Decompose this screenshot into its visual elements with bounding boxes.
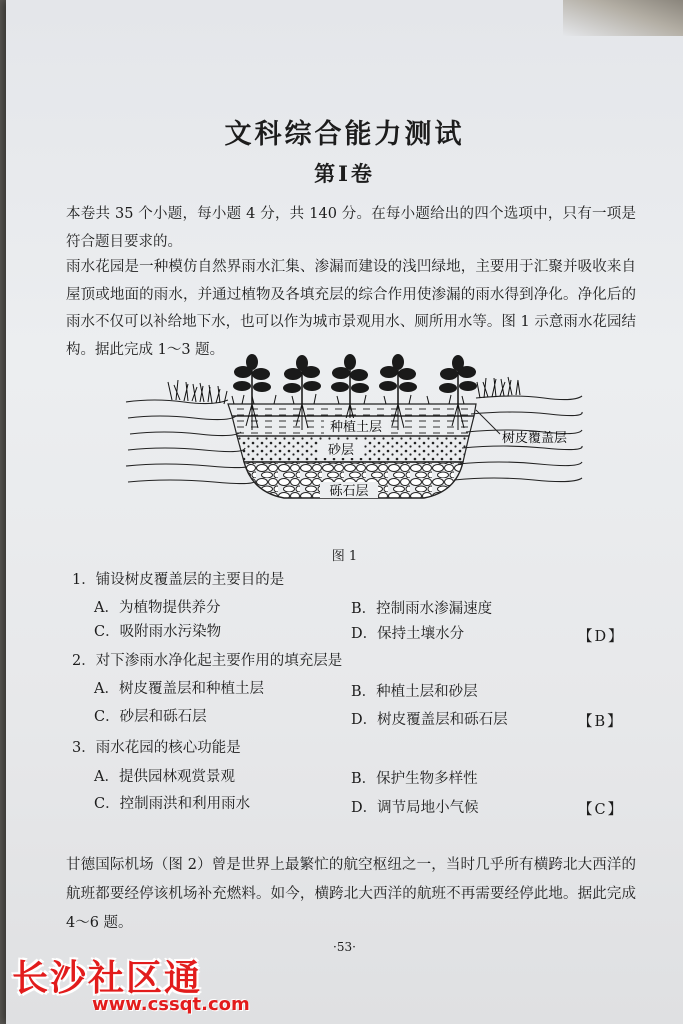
question-3-stem: 3．雨水花园的核心功能是 [72,740,241,756]
question-2-option-c: C．砂层和砾石层 [94,709,207,725]
label-planting-soil: 种植土层 [329,420,383,435]
instructions: 本卷共 35 个小题，每小题 4 分，共 140 分。在每小题给出的四个选项中，只有一项是符合题目要求的。 [66,206,636,250]
question-2-option-a: A．树皮覆盖层和种植土层 [94,681,264,697]
question-1-answer: 【D】 [578,629,625,645]
question-3-option-c: C．控制雨洪和利用雨水 [94,796,251,812]
question-3-answer: 【C】 [578,802,625,818]
question-3-option-b: B．保护生物多样性 [351,771,478,787]
passage-rain-garden: 雨水花园是一种模仿自然界雨水汇集、渗漏而建设的浅凹绿地，主要用于汇聚并吸收来自屋顶或地面的雨水，并通过植物及各填充层的综合作用使渗漏的雨水得到净化。净化后的雨水不仅可以补给地下水，也可以作为城市景观用水、厕所用水等。图 1 示意雨水花园结构。据此完成 1～3 题。 [66,259,636,358]
site-watermark [12,950,250,1015]
figure-caption: 图 1 [331,549,358,564]
watermark-name: 长沙社区通 [12,958,203,999]
exam-title: 文科综合能力测试 [224,119,465,150]
question-1-option-a: A．为植物提供养分 [94,600,221,616]
figure-rain-garden [124,352,584,532]
exam-page [6,0,683,1024]
question-1-option-d: D．保持土壤水分 [351,626,465,642]
question-3-option-d: D．调节局地小气候 [351,800,479,816]
question-1-option-b: B．控制雨水渗漏速度 [351,601,493,617]
watermark-url: www.cssqt.com [92,994,250,1015]
question-2-option-b: B．种植土层和砂层 [351,684,478,700]
page-number: ·53· [333,940,356,954]
label-sand: 砂层 [327,443,355,458]
question-1-stem: 1．铺设树皮覆盖层的主要目的是 [72,572,285,588]
question-2-option-d: D．树皮覆盖层和砾石层 [351,712,508,728]
passage-gander-airport: 甘德国际机场（图 2）曾是世界上最繁忙的航空枢纽之一，当时几乎所有横跨北大西洋的航班都要经停该机场补充燃料。如今，横跨北大西洋的航班不再需要经停此地。据此完成 4～6 题。 [66,857,636,931]
section-title: 第Ⅰ卷 [314,161,375,186]
rain-garden-diagram [124,352,584,532]
label-bark: 树皮覆盖层 [502,431,568,446]
page-corner-shadow [563,0,683,36]
question-2-stem: 2．对下渗雨水净化起主要作用的填充层是 [72,653,343,669]
question-2-answer: 【B】 [578,714,624,730]
question-3-option-a: A．提供园林观赏景观 [94,769,235,785]
question-1-option-c: C．吸附雨水污染物 [94,624,222,640]
label-gravel: 砾石层 [329,484,369,499]
